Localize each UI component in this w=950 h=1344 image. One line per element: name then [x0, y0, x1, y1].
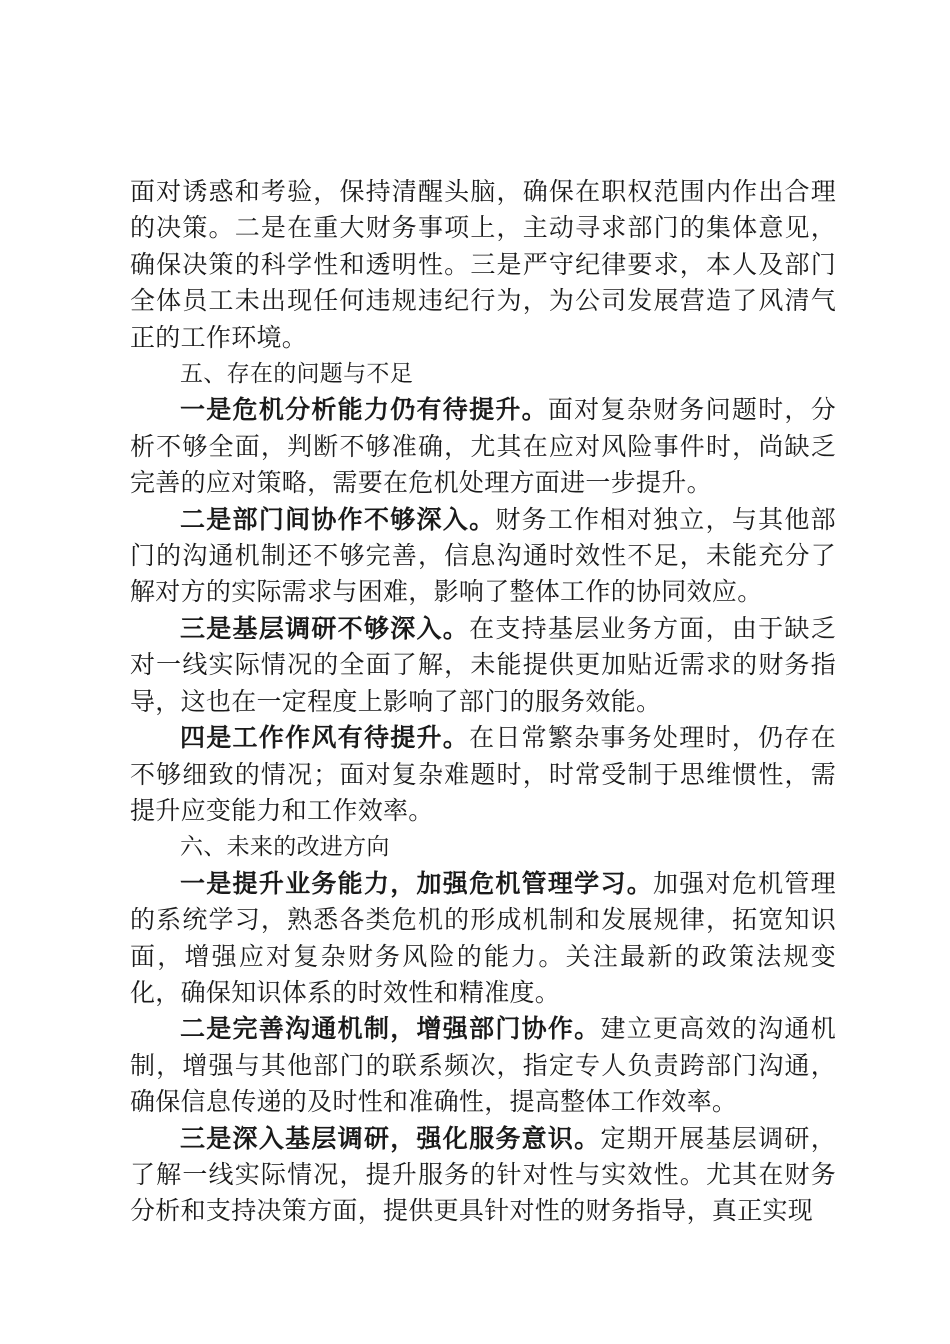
intro-paragraph: 面对诱惑和考验，保持清醒头脑，确保在职权范围内作出合理的决策。二是在重大财务事项上，主动寻求部门的集体意见，确保决策的科学性和透明性。三是严守纪律要求，本人及部门全体员工未出现任何违规违纪行为，为公司发展营造了风清气正的工作环境。	[130, 177, 836, 352]
improvement-paragraph-2	[130, 1011, 836, 1120]
improvement-paragraph-1	[130, 866, 836, 1012]
paragraph-body: 财务工作相对独立，与其他部门的沟通机制还不够完善，信息沟通时效性不足，未能充分了解对方的实际需求与困难，影响了整体工作的协同效应。	[130, 504, 836, 607]
paragraph-lead: 三是深入基层调研，强化服务意识。	[180, 1123, 601, 1153]
document-body	[130, 174, 836, 1230]
paragraph-lead: 四是工作作风有待提升。	[180, 723, 470, 753]
paragraph-body: 在日常繁杂事务处理时，仍存在不够细致的情况；面对复杂难题时，时常受制于思维惯性，需提升应变能力和工作效率。	[130, 723, 836, 825]
paragraph-body: 在支持基层业务方面，由于缺乏对一线实际情况的全面了解，未能提供更加贴近需求的财务指导，这也在一定程度上影响了部门的服务效能。	[130, 613, 836, 716]
paragraph-lead: 一是危机分析能力仍有待提升。	[180, 395, 548, 425]
paragraph-lead: 一是提升业务能力，加强危机管理学习。	[180, 868, 654, 898]
paragraph-body: 定期开展基层调研，了解一线实际情况，提升服务的针对性与实效性。尤其在财务分析和支持决策方面，提供更具针对性的财务指导，真正实现	[130, 1123, 836, 1226]
section-heading-problems: 五、存在的问题与不足	[180, 361, 413, 388]
problem-paragraph-2	[130, 502, 836, 611]
problem-paragraph-4	[130, 720, 836, 829]
paragraph-body: 建立更高效的沟通机制，增强与其他部门的联系频次，指定专人负责跨部门沟通，确保信息传递的及时性和准确性，提高整体工作效率。	[130, 1014, 836, 1117]
paragraph-lead: 二是完善沟通机制，增强部门协作。	[180, 1014, 601, 1044]
improvement-paragraph-3	[130, 1121, 836, 1230]
problem-paragraph-1	[130, 392, 836, 501]
paragraph-body: 加强对危机管理的系统学习，熟悉各类危机的形成机制和发展规律，拓宽知识面，增强应对复杂财务风险的能力。关注最新的政策法规变化，确保知识体系的时效性和精准度。	[130, 868, 836, 1007]
paragraph-lead: 二是部门间协作不够深入。	[180, 504, 496, 534]
section-heading-improvements: 六、未来的改进方向	[180, 834, 390, 861]
paragraph-lead: 三是基层调研不够深入。	[180, 613, 470, 643]
paragraph-body: 面对复杂财务问题时，分析不够全面，判断不够准确，尤其在应对风险事件时，尚缺乏完善的应对策略，需要在危机处理方面进一步提升。	[130, 395, 836, 498]
problem-paragraph-3	[130, 611, 836, 720]
